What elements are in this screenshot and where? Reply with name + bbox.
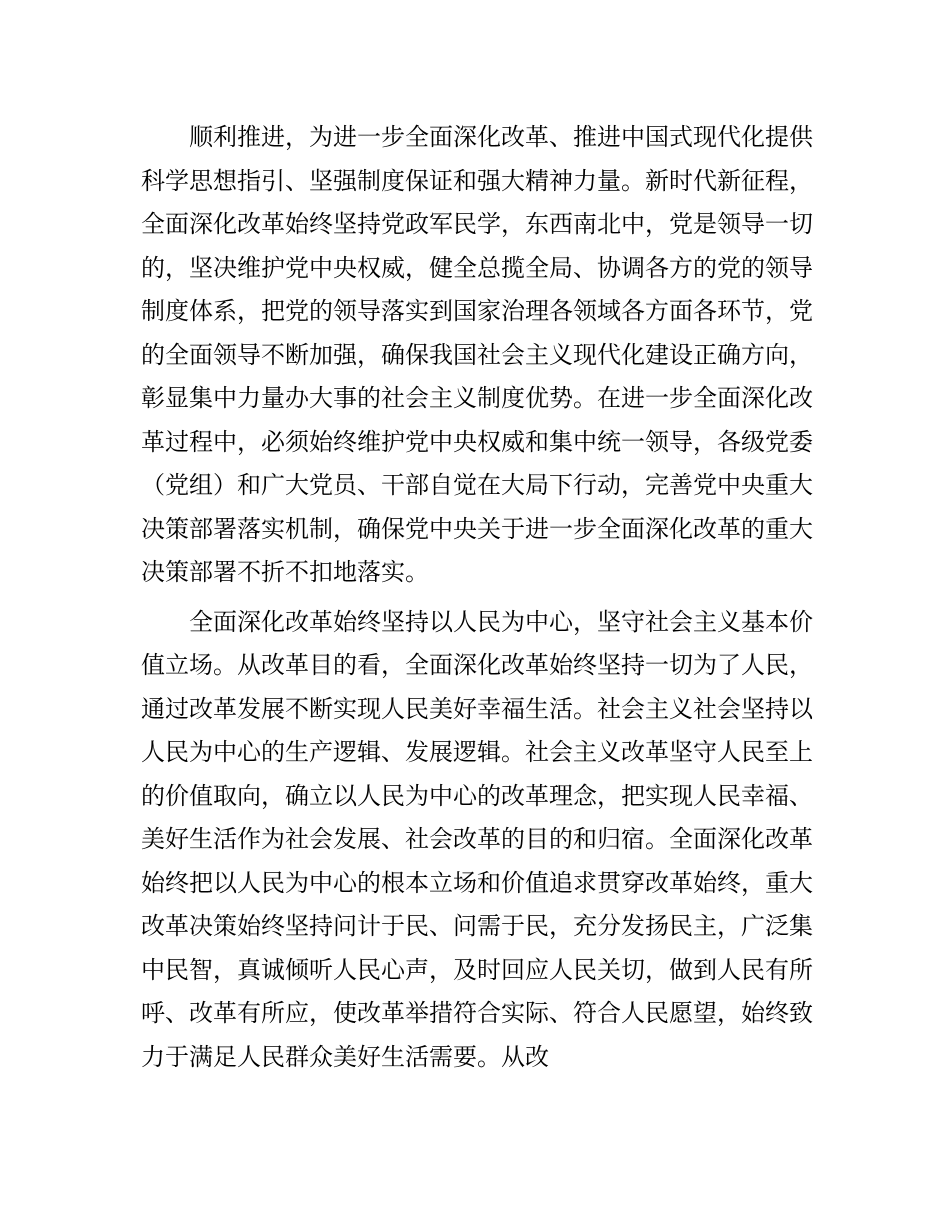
paragraph: 全面深化改革始终坚持以人民为中心，坚守社会主义基本价值立场。从改革目的看，全面深化改革始终坚持一切为了人民，通过改革发展不断实现人民美好幸福生活。社会主义社会坚持以人民为中心的生产逻辑、发展逻辑。社会主义改革坚守人民至上的价值取向，确立以人民为中心的改革理念，把实现人民幸福、美好生活作为社会发展、社会改革的目的和归宿。全面深化改革始终把以人民为中心的根本立场和价值追求贯穿改革始终，重大改革决策始终坚持问计于民、问需于民，充分发扬民主，广泛集中民智，真诚倾听人民心声，及时回应人民关切，做到人民有所呼、改革有所应，使改革举措符合实际、符合人民愿望，始终致力于满足人民群众美好生活需要。从改 (141, 607, 813, 1071)
paragraph: 顺利推进，为进一步全面深化改革、推进中国式现代化提供科学思想指引、坚强制度保证和强大精神力量。新时代新征程，全面深化改革始终坚持党政军民学，东西南北中，党是领导一切的，坚决维护党中央权威，健全总揽全局、协调各方的党的领导制度体系，把党的领导落实到国家治理各领域各方面各环节，党的全面领导不断加强，确保我国社会主义现代化建设正确方向，彰显集中力量办大事的社会主义制度优势。在进一步全面深化改革过程中，必须始终维护党中央权威和集中统一领导，各级党委（党组）和广大党员、干部自觉在大局下行动，完善党中央重大决策部署落实机制，确保党中央关于进一步全面深化改革的重大决策部署不折不扣地落实。 (141, 123, 813, 586)
document-body (141, 116, 813, 1079)
